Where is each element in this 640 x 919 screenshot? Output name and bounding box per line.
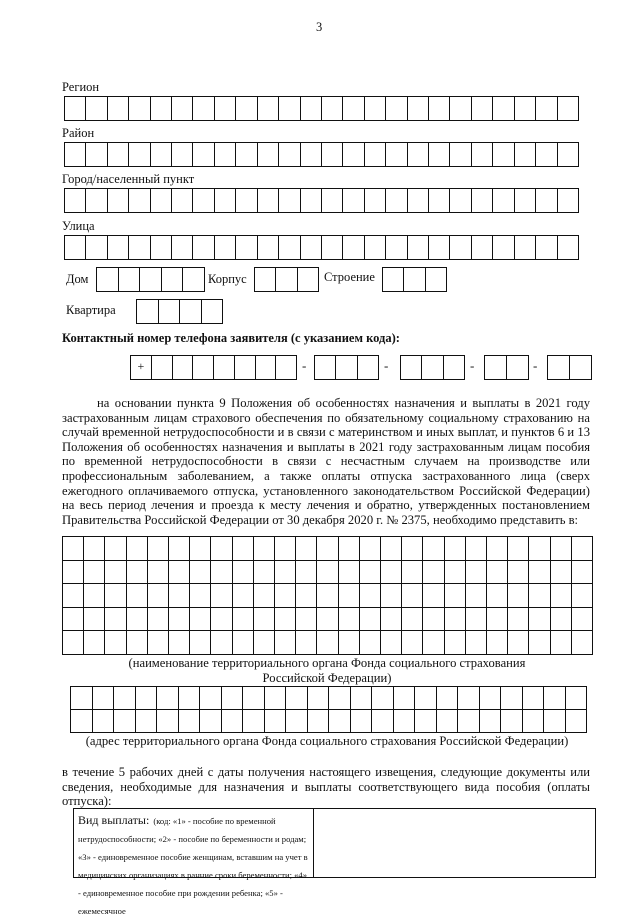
apartment-label: Квартира (66, 303, 116, 317)
plus-sign: + (131, 356, 152, 380)
house-label: Дом (66, 272, 89, 286)
district-label: Район (62, 126, 95, 140)
payment-type-heading: Вид выплаты: (78, 813, 150, 827)
apartment-input[interactable] (136, 299, 223, 324)
building-input[interactable] (254, 267, 319, 292)
street-input[interactable] (64, 235, 579, 260)
city-input[interactable] (64, 188, 579, 213)
house-input[interactable] (96, 267, 205, 292)
payment-type-codes: (код: «1» - пособие по временной нетрудоспособности; «2» - пособие по беременности и родам; «3» - единовременное пособие женщинам, вставшим на учет в медицинских организациях в ранние сроки беременности; «4» - единовременное пособие при рождении ребенка; «5» - ежемесячное (78, 816, 308, 916)
phone-dash: - (384, 358, 389, 373)
phone-part3-input[interactable] (547, 355, 592, 380)
phone-area-code-input[interactable] (314, 355, 379, 380)
org-address-caption: (адрес территориального органа Фонда социального страхования Российской Федерации) (85, 734, 569, 748)
deadline-paragraph: в течение 5 рабочих дней с даты получения настоящего извещения, следующие документы или сведения, необходимые для назначения и выплаты соответствующего вида пособия (оплаты отпуска): (62, 765, 590, 809)
org-name-input[interactable] (62, 536, 593, 655)
phone-dash: - (470, 358, 475, 373)
phone-dash: - (533, 358, 538, 373)
phone-part2-input[interactable] (484, 355, 529, 380)
page-number: 3 (316, 20, 323, 34)
district-input[interactable] (64, 142, 579, 167)
legal-basis-paragraph (62, 396, 590, 527)
structure-input[interactable] (382, 267, 447, 292)
org-name-caption-line1: (наименование территориального органа Фонда социального страхования (128, 656, 526, 670)
region-input[interactable] (64, 96, 579, 121)
phone-dash: - (302, 358, 307, 373)
city-label: Город/населенный пункт (62, 172, 195, 186)
phone-country-code-input[interactable] (130, 355, 297, 380)
region-label: Регион (62, 80, 100, 94)
phone-part1-input[interactable] (400, 355, 465, 380)
structure-label: Строение (324, 270, 375, 284)
building-label: Корпус (208, 272, 247, 286)
org-name-caption (62, 656, 592, 685)
street-label: Улица (62, 219, 95, 233)
phone-label: Контактный номер телефона заявителя (с указанием кода): (62, 331, 400, 345)
payment-type-cell (74, 809, 314, 916)
payment-type-table (73, 808, 596, 916)
org-address-input[interactable] (70, 686, 587, 733)
legal-basis-text: на основании пункта 9 Положения об особенностях назначения и выплаты в 2021 году застрахованным лицам страхового обеспечения по обязательному социальному страхованию на случай временной нетрудоспособности и в связи с материнством и иных выплат, и пунктов 6 и 13 Положения об особенностях назначения и выплаты в 2021 году застрахованным лицам пособия по временной нетрудоспособности в связи с несчастным случаем на производстве или профессиональным заболеванием, а также оплаты отпуска застрахованного лица (сверх ежегодного оплачиваемого отпуска, установленного законодательством Российской Федерации) на весь период лечения и проезда к месту лечения и обратно, утвержденных постановлением Правительства Российской Федерации от 30 декабря 2020 г. № 2375, необходимо представить в: (62, 396, 590, 527)
org-name-caption-line2: Российской Федерации) (262, 670, 392, 685)
